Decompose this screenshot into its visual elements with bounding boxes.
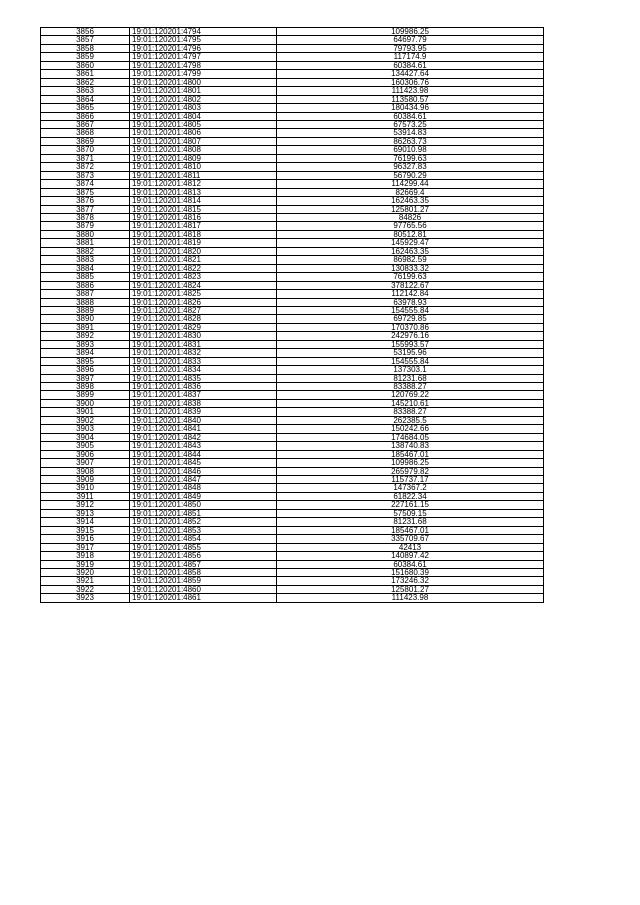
cadastral-number-cell: 19:01:120201:4803 xyxy=(130,104,277,112)
cadastral-number-cell: 19:01:120201:4800 xyxy=(130,78,277,86)
cadastral-number-cell: 19:01:120201:4854 xyxy=(130,535,277,543)
cadastral-value-cell: 79793.95 xyxy=(277,44,544,52)
cadastral-number-cell: 19:01:120201:4823 xyxy=(130,273,277,281)
row-number-cell: 3858 xyxy=(41,44,130,52)
row-number-cell: 3860 xyxy=(41,61,130,69)
row-number-cell: 3923 xyxy=(41,594,130,602)
cadastral-value-cell: 57509.15 xyxy=(277,509,544,517)
cadastral-number-cell: 19:01:120201:4857 xyxy=(130,560,277,568)
cadastral-number-cell: 19:01:120201:4846 xyxy=(130,467,277,475)
table-row xyxy=(41,87,544,95)
table-row xyxy=(41,239,544,247)
cadastral-value-cell: 60384.61 xyxy=(277,112,544,120)
table-row xyxy=(41,577,544,585)
row-number-cell: 3914 xyxy=(41,518,130,526)
table-row xyxy=(41,476,544,484)
cadastral-value-cell: 125801.27 xyxy=(277,585,544,593)
row-number-cell: 3909 xyxy=(41,476,130,484)
cadastral-value-cell: 147367.2 xyxy=(277,484,544,492)
row-number-cell: 3874 xyxy=(41,180,130,188)
table-row xyxy=(41,535,544,543)
table-row xyxy=(41,416,544,424)
row-number-cell: 3882 xyxy=(41,247,130,255)
row-number-cell: 3883 xyxy=(41,256,130,264)
cadastral-value-cell: 109986.25 xyxy=(277,28,544,36)
cadastral-value-cell: 117174.9 xyxy=(277,53,544,61)
cadastral-value-cell: 69729.85 xyxy=(277,315,544,323)
cadastral-number-cell: 19:01:120201:4826 xyxy=(130,298,277,306)
row-number-cell: 3917 xyxy=(41,543,130,551)
cadastral-value-cell: 111423.98 xyxy=(277,87,544,95)
row-number-cell: 3862 xyxy=(41,78,130,86)
cadastral-value-cell: 125801.27 xyxy=(277,205,544,213)
cadastral-number-cell: 19:01:120201:4811 xyxy=(130,171,277,179)
row-number-cell: 3915 xyxy=(41,526,130,534)
table-row xyxy=(41,408,544,416)
cadastral-number-cell: 19:01:120201:4836 xyxy=(130,383,277,391)
row-number-cell: 3922 xyxy=(41,585,130,593)
cadastral-number-cell: 19:01:120201:4801 xyxy=(130,87,277,95)
cadastral-number-cell: 19:01:120201:4818 xyxy=(130,230,277,238)
cadastral-value-cell: 242976.16 xyxy=(277,332,544,340)
row-number-cell: 3887 xyxy=(41,290,130,298)
table-row xyxy=(41,53,544,61)
cadastral-number-cell: 19:01:120201:4858 xyxy=(130,569,277,577)
cadastral-number-cell: 19:01:120201:4835 xyxy=(130,374,277,382)
row-number-cell: 3857 xyxy=(41,36,130,44)
row-number-cell: 3877 xyxy=(41,205,130,213)
row-number-cell: 3875 xyxy=(41,188,130,196)
cadastral-value-cell: 69010.98 xyxy=(277,146,544,154)
cadastral-value-cell: 53195.96 xyxy=(277,349,544,357)
cadastral-value-cell: 112142.84 xyxy=(277,290,544,298)
cadastral-number-cell: 19:01:120201:4809 xyxy=(130,154,277,162)
row-number-cell: 3920 xyxy=(41,569,130,577)
row-number-cell: 3871 xyxy=(41,154,130,162)
cadastral-number-cell: 19:01:120201:4820 xyxy=(130,247,277,255)
table-row xyxy=(41,366,544,374)
cadastral-value-cell: 76199.63 xyxy=(277,273,544,281)
row-number-cell: 3886 xyxy=(41,281,130,289)
row-number-cell: 3890 xyxy=(41,315,130,323)
row-number-cell: 3880 xyxy=(41,230,130,238)
row-number-cell: 3870 xyxy=(41,146,130,154)
table-body xyxy=(41,28,544,603)
cadastral-number-cell: 19:01:120201:4819 xyxy=(130,239,277,247)
table-row xyxy=(41,197,544,205)
row-number-cell: 3897 xyxy=(41,374,130,382)
table-row xyxy=(41,569,544,577)
cadastral-value-cell: 150242.66 xyxy=(277,425,544,433)
row-number-cell: 3901 xyxy=(41,408,130,416)
row-number-cell: 3884 xyxy=(41,264,130,272)
row-number-cell: 3889 xyxy=(41,306,130,314)
cadastral-number-cell: 19:01:120201:4816 xyxy=(130,213,277,221)
cadastral-value-cell: 174684.05 xyxy=(277,433,544,441)
cadastral-value-cell: 64697.79 xyxy=(277,36,544,44)
cadastral-value-cell: 114299.44 xyxy=(277,180,544,188)
table-row xyxy=(41,340,544,348)
cadastral-number-cell: 19:01:120201:4850 xyxy=(130,501,277,509)
table-row xyxy=(41,399,544,407)
cadastral-number-cell: 19:01:120201:4832 xyxy=(130,349,277,357)
cadastral-number-cell: 19:01:120201:4810 xyxy=(130,163,277,171)
row-number-cell: 3869 xyxy=(41,137,130,145)
cadastral-value-cell: 151680.39 xyxy=(277,569,544,577)
cadastral-number-cell: 19:01:120201:4833 xyxy=(130,357,277,365)
row-number-cell: 3892 xyxy=(41,332,130,340)
table-row xyxy=(41,467,544,475)
cadastral-number-cell: 19:01:120201:4804 xyxy=(130,112,277,120)
cadastral-number-cell: 19:01:120201:4849 xyxy=(130,492,277,500)
row-number-cell: 3904 xyxy=(41,433,130,441)
cadastral-number-cell: 19:01:120201:4814 xyxy=(130,197,277,205)
table-row xyxy=(41,442,544,450)
row-number-cell: 3864 xyxy=(41,95,130,103)
cadastral-number-cell: 19:01:120201:4799 xyxy=(130,70,277,78)
table-row xyxy=(41,222,544,230)
cadastral-number-cell: 19:01:120201:4827 xyxy=(130,306,277,314)
table-row xyxy=(41,594,544,602)
cadastral-value-cell: 76199.63 xyxy=(277,154,544,162)
cadastral-number-cell: 19:01:120201:4821 xyxy=(130,256,277,264)
row-number-cell: 3865 xyxy=(41,104,130,112)
table-row xyxy=(41,264,544,272)
cadastral-number-cell: 19:01:120201:4840 xyxy=(130,416,277,424)
cadastral-number-cell: 19:01:120201:4845 xyxy=(130,459,277,467)
table-row xyxy=(41,104,544,112)
table-row xyxy=(41,306,544,314)
cadastral-value-cell: 265979.82 xyxy=(277,467,544,475)
table-row xyxy=(41,332,544,340)
cadastral-number-cell: 19:01:120201:4829 xyxy=(130,323,277,331)
cadastral-number-cell: 19:01:120201:4815 xyxy=(130,205,277,213)
table-row xyxy=(41,484,544,492)
table-row xyxy=(41,61,544,69)
cadastral-number-cell: 19:01:120201:4817 xyxy=(130,222,277,230)
cadastral-number-cell: 19:01:120201:4794 xyxy=(130,28,277,36)
row-number-cell: 3921 xyxy=(41,577,130,585)
cadastral-number-cell: 19:01:120201:4797 xyxy=(130,53,277,61)
cadastral-number-cell: 19:01:120201:4796 xyxy=(130,44,277,52)
cadastral-value-cell: 115737.17 xyxy=(277,476,544,484)
cadastral-number-cell: 19:01:120201:4837 xyxy=(130,391,277,399)
table-row xyxy=(41,70,544,78)
cadastral-number-cell: 19:01:120201:4834 xyxy=(130,366,277,374)
row-number-cell: 3873 xyxy=(41,171,130,179)
table-row xyxy=(41,357,544,365)
cadastral-number-cell: 19:01:120201:4843 xyxy=(130,442,277,450)
cadastral-value-cell: 60384.61 xyxy=(277,560,544,568)
cadastral-number-cell: 19:01:120201:4844 xyxy=(130,450,277,458)
cadastral-number-cell: 19:01:120201:4852 xyxy=(130,518,277,526)
cadastral-value-cell: 162463.35 xyxy=(277,197,544,205)
row-number-cell: 3893 xyxy=(41,340,130,348)
row-number-cell: 3881 xyxy=(41,239,130,247)
row-number-cell: 3859 xyxy=(41,53,130,61)
cadastral-value-cell: 97765.56 xyxy=(277,222,544,230)
table-row xyxy=(41,137,544,145)
row-number-cell: 3867 xyxy=(41,120,130,128)
cadastral-value-cell: 140897.42 xyxy=(277,552,544,560)
cadastral-value-cell: 86263.73 xyxy=(277,137,544,145)
cadastral-number-cell: 19:01:120201:4822 xyxy=(130,264,277,272)
row-number-cell: 3894 xyxy=(41,349,130,357)
row-number-cell: 3916 xyxy=(41,535,130,543)
cadastral-value-cell: 185467.01 xyxy=(277,526,544,534)
row-number-cell: 3885 xyxy=(41,273,130,281)
row-number-cell: 3861 xyxy=(41,70,130,78)
cadastral-value-cell: 162463.35 xyxy=(277,247,544,255)
cadastral-number-cell: 19:01:120201:4808 xyxy=(130,146,277,154)
cadastral-value-cell: 170370.86 xyxy=(277,323,544,331)
cadastral-value-cell: 63978.93 xyxy=(277,298,544,306)
row-number-cell: 3878 xyxy=(41,213,130,221)
table-row xyxy=(41,459,544,467)
cadastral-value-cell: 145210.61 xyxy=(277,399,544,407)
table-row xyxy=(41,315,544,323)
cadastral-value-cell: 335709.67 xyxy=(277,535,544,543)
cadastral-value-cell: 137303.1 xyxy=(277,366,544,374)
cadastral-value-cell: 60384.61 xyxy=(277,61,544,69)
cadastral-number-cell: 19:01:120201:4859 xyxy=(130,577,277,585)
cadastral-value-cell: 96327.83 xyxy=(277,163,544,171)
table-row xyxy=(41,298,544,306)
table-row xyxy=(41,213,544,221)
cadastral-number-cell: 19:01:120201:4806 xyxy=(130,129,277,137)
cadastral-value-cell: 83388.27 xyxy=(277,408,544,416)
cadastral-number-cell: 19:01:120201:4848 xyxy=(130,484,277,492)
cadastral-value-cell: 173246.32 xyxy=(277,577,544,585)
cadastral-value-cell: 227161.15 xyxy=(277,501,544,509)
row-number-cell: 3868 xyxy=(41,129,130,137)
row-number-cell: 3905 xyxy=(41,442,130,450)
table-row xyxy=(41,425,544,433)
table-row xyxy=(41,552,544,560)
cadastral-number-cell: 19:01:120201:4828 xyxy=(130,315,277,323)
table-row xyxy=(41,44,544,52)
table-row xyxy=(41,95,544,103)
row-number-cell: 3863 xyxy=(41,87,130,95)
cadastral-value-cell: 111423.98 xyxy=(277,594,544,602)
row-number-cell: 3895 xyxy=(41,357,130,365)
cadastral-number-cell: 19:01:120201:4847 xyxy=(130,476,277,484)
cadastral-value-cell: 42413 xyxy=(277,543,544,551)
cadastral-value-cell: 378122.67 xyxy=(277,281,544,289)
row-number-cell: 3913 xyxy=(41,509,130,517)
table-row xyxy=(41,391,544,399)
table-row xyxy=(41,374,544,382)
row-number-cell: 3900 xyxy=(41,399,130,407)
table-row xyxy=(41,543,544,551)
row-number-cell: 3908 xyxy=(41,467,130,475)
table-row xyxy=(41,171,544,179)
cadastral-value-cell: 109986.25 xyxy=(277,459,544,467)
cadastral-value-cell: 160306.76 xyxy=(277,78,544,86)
table-row xyxy=(41,433,544,441)
table-row xyxy=(41,518,544,526)
cadastral-value-cell: 67573.25 xyxy=(277,120,544,128)
table-row xyxy=(41,450,544,458)
cadastral-value-cell: 84826 xyxy=(277,213,544,221)
table-row xyxy=(41,526,544,534)
table-row xyxy=(41,205,544,213)
cadastral-value-cell: 120769.22 xyxy=(277,391,544,399)
cadastral-value-cell: 56790.29 xyxy=(277,171,544,179)
table-row xyxy=(41,247,544,255)
row-number-cell: 3911 xyxy=(41,492,130,500)
cadastral-number-cell: 19:01:120201:4851 xyxy=(130,509,277,517)
row-number-cell: 3898 xyxy=(41,383,130,391)
table-row xyxy=(41,349,544,357)
cadastral-number-cell: 19:01:120201:4805 xyxy=(130,120,277,128)
cadastral-value-cell: 180434.96 xyxy=(277,104,544,112)
cadastral-value-cell: 145929.47 xyxy=(277,239,544,247)
cadastral-number-cell: 19:01:120201:4825 xyxy=(130,290,277,298)
cadastral-value-cell: 81231.68 xyxy=(277,374,544,382)
cadastral-value-cell: 185467.01 xyxy=(277,450,544,458)
table-row xyxy=(41,120,544,128)
row-number-cell: 3891 xyxy=(41,323,130,331)
cadastral-value-cell: 130833.32 xyxy=(277,264,544,272)
row-number-cell: 3912 xyxy=(41,501,130,509)
row-number-cell: 3872 xyxy=(41,163,130,171)
table-row xyxy=(41,180,544,188)
table-row xyxy=(41,129,544,137)
row-number-cell: 3896 xyxy=(41,366,130,374)
row-number-cell: 3866 xyxy=(41,112,130,120)
cadastral-value-cell: 80512.81 xyxy=(277,230,544,238)
table-row xyxy=(41,188,544,196)
cadastral-value-cell: 61822.34 xyxy=(277,492,544,500)
cadastral-number-cell: 19:01:120201:4795 xyxy=(130,36,277,44)
cadastral-number-cell: 19:01:120201:4831 xyxy=(130,340,277,348)
table-row xyxy=(41,281,544,289)
row-number-cell: 3876 xyxy=(41,197,130,205)
table-row xyxy=(41,501,544,509)
cadastral-number-cell: 19:01:120201:4855 xyxy=(130,543,277,551)
row-number-cell: 3906 xyxy=(41,450,130,458)
cadastral-number-cell: 19:01:120201:4860 xyxy=(130,585,277,593)
table-row xyxy=(41,230,544,238)
table-row xyxy=(41,36,544,44)
table-row xyxy=(41,323,544,331)
cadastral-number-cell: 19:01:120201:4807 xyxy=(130,137,277,145)
table-row xyxy=(41,273,544,281)
row-number-cell: 3856 xyxy=(41,28,130,36)
cadastral-value-cell: 134427.64 xyxy=(277,70,544,78)
cadastral-value-cell: 154555.84 xyxy=(277,357,544,365)
row-number-cell: 3903 xyxy=(41,425,130,433)
table-row xyxy=(41,146,544,154)
cadastral-value-cell: 82669.4 xyxy=(277,188,544,196)
cadastral-number-cell: 19:01:120201:4856 xyxy=(130,552,277,560)
table-row xyxy=(41,585,544,593)
table-row xyxy=(41,78,544,86)
table-row xyxy=(41,560,544,568)
cadastral-value-cell: 262385.5 xyxy=(277,416,544,424)
row-number-cell: 3879 xyxy=(41,222,130,230)
row-number-cell: 3899 xyxy=(41,391,130,399)
table-row xyxy=(41,383,544,391)
cadastral-number-cell: 19:01:120201:4861 xyxy=(130,594,277,602)
row-number-cell: 3919 xyxy=(41,560,130,568)
table-row xyxy=(41,509,544,517)
cadastral-value-cell: 53914.83 xyxy=(277,129,544,137)
cadastral-number-cell: 19:01:120201:4842 xyxy=(130,433,277,441)
cadastral-number-cell: 19:01:120201:4838 xyxy=(130,399,277,407)
row-number-cell: 3902 xyxy=(41,416,130,424)
cadastral-value-cell: 81231.68 xyxy=(277,518,544,526)
row-number-cell: 3907 xyxy=(41,459,130,467)
table-row xyxy=(41,290,544,298)
cadastral-number-cell: 19:01:120201:4802 xyxy=(130,95,277,103)
cadastral-number-cell: 19:01:120201:4798 xyxy=(130,61,277,69)
cadastral-value-cell: 113580.57 xyxy=(277,95,544,103)
table-row xyxy=(41,154,544,162)
cadastral-value-cell: 138740.83 xyxy=(277,442,544,450)
table-row xyxy=(41,256,544,264)
cadastral-number-cell: 19:01:120201:4813 xyxy=(130,188,277,196)
cadastral-number-cell: 19:01:120201:4824 xyxy=(130,281,277,289)
cadastral-number-cell: 19:01:120201:4830 xyxy=(130,332,277,340)
cadastral-number-cell: 19:01:120201:4853 xyxy=(130,526,277,534)
cadastral-number-cell: 19:01:120201:4839 xyxy=(130,408,277,416)
cadastral-value-cell: 86982.59 xyxy=(277,256,544,264)
table-row xyxy=(41,163,544,171)
cadastral-number-cell: 19:01:120201:4841 xyxy=(130,425,277,433)
cadastral-value-table xyxy=(40,27,544,603)
row-number-cell: 3888 xyxy=(41,298,130,306)
row-number-cell: 3918 xyxy=(41,552,130,560)
row-number-cell: 3910 xyxy=(41,484,130,492)
cadastral-value-cell: 154555.84 xyxy=(277,306,544,314)
cadastral-value-cell: 83388.27 xyxy=(277,383,544,391)
cadastral-value-cell: 155993.57 xyxy=(277,340,544,348)
table-row xyxy=(41,492,544,500)
cadastral-number-cell: 19:01:120201:4812 xyxy=(130,180,277,188)
table-row xyxy=(41,28,544,36)
table-row xyxy=(41,112,544,120)
